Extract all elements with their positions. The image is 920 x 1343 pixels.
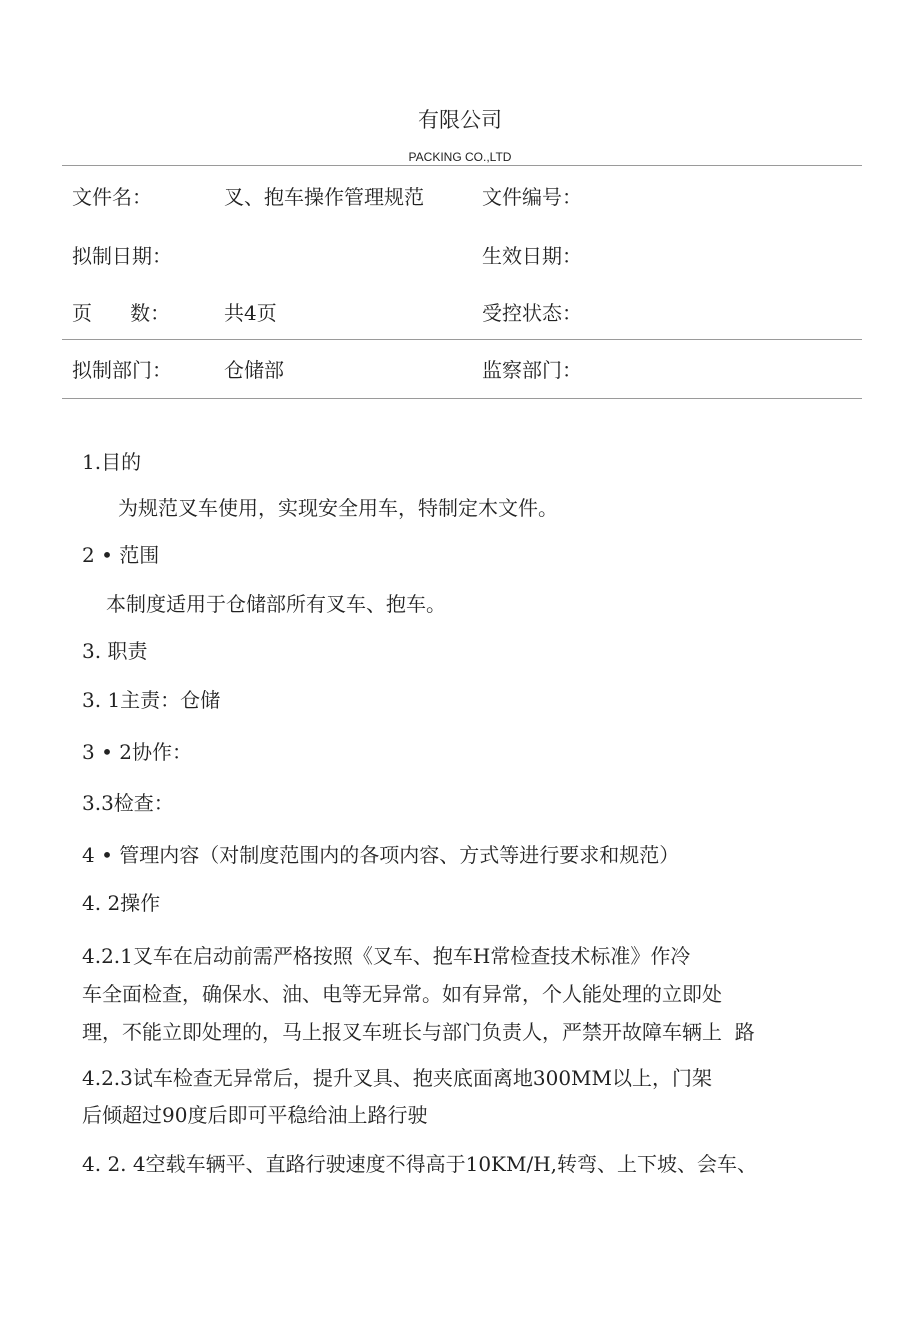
operation-paragraph-line: 4.2.1叉车在启动前需严格按照《叉车、抱车H常检查技术标准》作冷 (82, 944, 691, 968)
control-status-label: 受控状态： (482, 301, 582, 325)
section-management-heading: 4 • 管理内容（对制度范围内的各项内容、方式等进行要求和规范） (82, 843, 680, 867)
header-divider (62, 165, 862, 166)
file-name-label: 文件名： (72, 185, 152, 209)
pages-label: 页 数： (72, 301, 171, 325)
operation-paragraph-line: 后倾超过90度后即可平稳给油上路行驶 (82, 1103, 428, 1127)
section-scope-heading: 2 • 范围 (82, 543, 160, 567)
operation-paragraph-line: 理，不能立即处理的，马上报叉车班长与部门负责人，严禁开故障车辆上 路 (82, 1020, 755, 1044)
pages-value: 共4页 (224, 301, 277, 325)
company-name: 有限公司 (418, 108, 502, 132)
draft-dept-value: 仓储部 (224, 358, 284, 382)
draft-dept-label: 拟制部门： (72, 358, 172, 382)
file-name-value: 叉、抱车操作管理规范 (224, 185, 424, 209)
operation-paragraph-line: 4.2.3试车检查无异常后，提升叉具、抱夹底面离地300MM以上，门架 (82, 1066, 713, 1090)
purpose-text: 为规范叉车使用，实现安全用车，特制定木文件。 (118, 496, 558, 520)
responsibility-check: 3.3检查： (82, 791, 174, 815)
operation-paragraph-line: 4. 2. 4空载车辆平、直路行驶速度不得高于10KM/H,转弯、上下坡、会车、 (82, 1152, 758, 1176)
draft-date-label: 拟制日期： (72, 244, 172, 268)
responsibility-main: 3. 1主责：仓储 (82, 688, 221, 712)
operation-paragraph-line: 车全面检查，确保水、油、电等无异常。如有异常，个人能处理的立即处 (82, 982, 722, 1006)
scope-text: 本制度适用于仓储部所有叉车、抱车。 (106, 592, 446, 616)
responsibility-assist: 3 • 2协作： (82, 740, 192, 764)
file-number-label: 文件编号： (482, 185, 582, 209)
company-english-name: PACKING CO.,LTD (408, 150, 512, 164)
table-divider (62, 339, 862, 340)
section-purpose-heading: 1.目的 (82, 450, 142, 474)
supervise-dept-label: 监察部门： (482, 358, 582, 382)
subsection-operation-heading: 4. 2操作 (82, 891, 161, 915)
table-bottom-divider (62, 398, 862, 399)
effective-date-label: 生效日期： (482, 244, 582, 268)
section-responsibility-heading: 3. 职责 (82, 639, 148, 663)
